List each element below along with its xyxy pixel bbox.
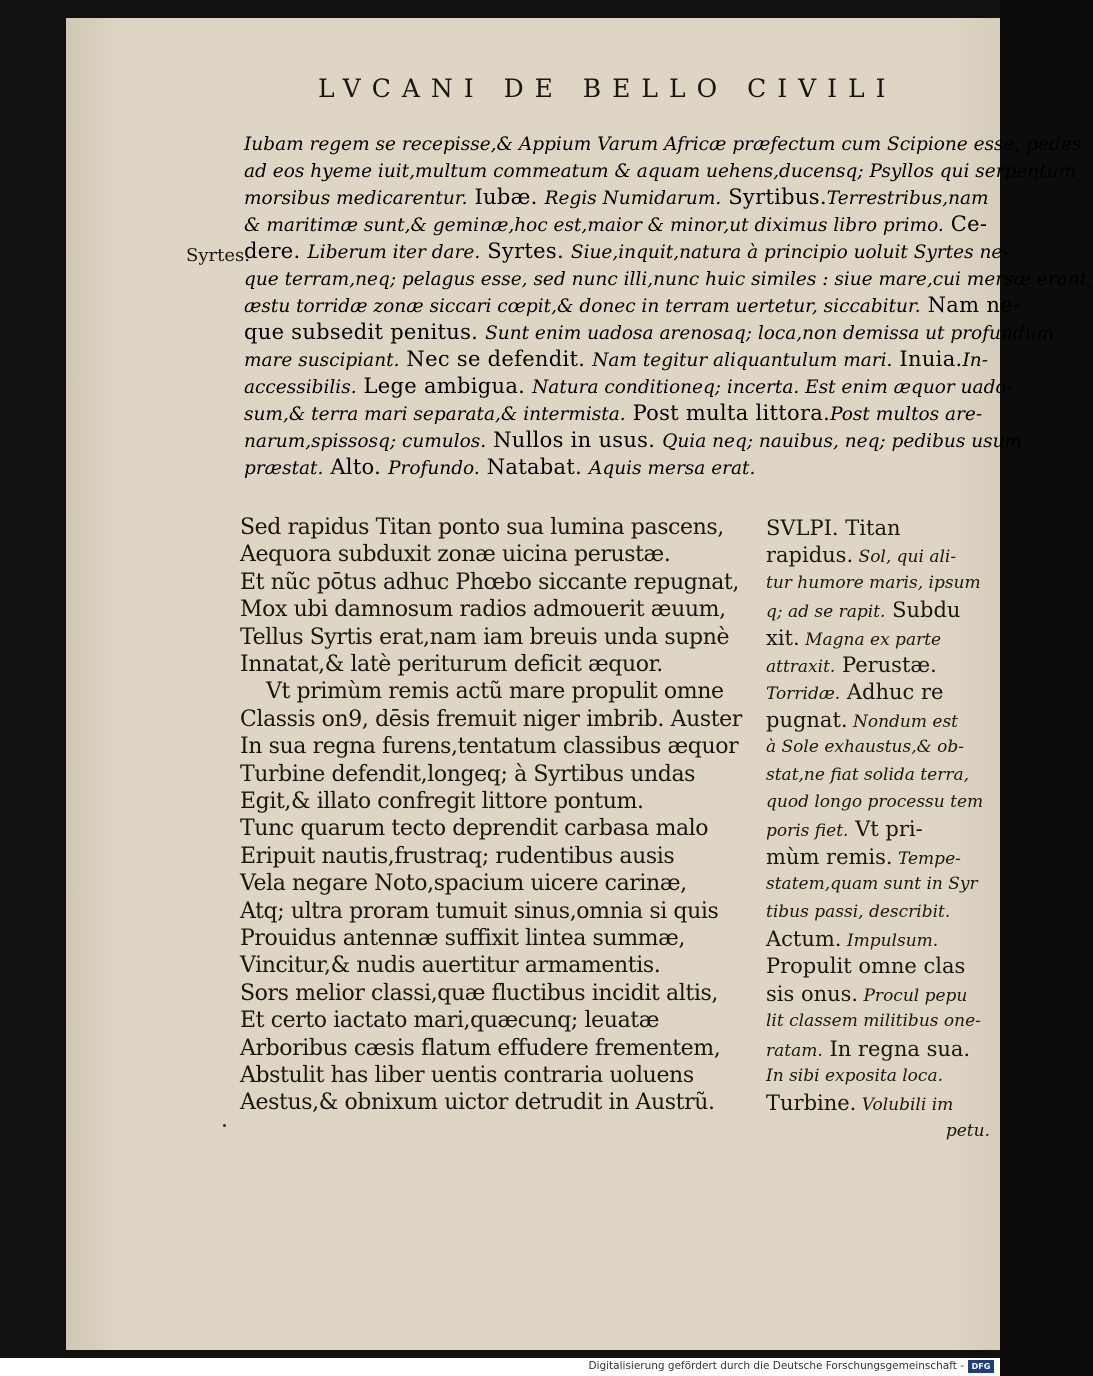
gloss-line <box>766 569 981 597</box>
gloss-segment: Adhuc re <box>840 680 944 705</box>
gloss-segment: Nondum est <box>847 711 959 732</box>
verse-line: Vela negare Noto,spacium uicere carinæ, <box>240 871 687 897</box>
commentary-segment: Alto. <box>323 455 389 479</box>
gloss-segment: Turbine. <box>766 1091 857 1116</box>
commentary-segment: sum,& terra mari separata,& intermista. <box>244 404 626 425</box>
commentary-segment: Natabat. <box>479 455 590 479</box>
commentary-segment: Quia neq; nauibus, neq; pedibus usum <box>662 431 1023 452</box>
commentary-segment: morsibus medicarentur. <box>244 188 468 209</box>
gloss-segment: rapidus. <box>766 543 854 568</box>
gloss-segment: Torridæ. <box>766 684 841 705</box>
gloss-line <box>766 952 965 980</box>
verse-line: Egit,& illato confregit littore pontum. <box>240 789 644 814</box>
commentary-segment: Aquis mersa erat. <box>589 458 756 479</box>
commentary-line <box>244 400 1044 427</box>
dfg-logo: DFG <box>968 1360 994 1373</box>
verse-line: Innatat,& latè periturum deficit æquor. <box>240 652 663 677</box>
commentary-segment: Siue,inquit,natura à principio uoluit Syrtes ne- <box>570 242 1009 263</box>
gloss-line <box>766 843 961 871</box>
commentary-segment: Iubæ. <box>467 185 545 209</box>
gloss-line <box>766 1089 953 1117</box>
gloss-segment: à Sole exhaustus,& ob- <box>766 737 965 758</box>
commentary-line <box>244 454 1044 481</box>
commentary-segment: Iubam regem se recepisse,& Appium Varum Africæ præfectum cum Scipione esse, pedes <box>244 134 1082 155</box>
commentary-line <box>244 427 1044 454</box>
commentary-line <box>244 211 1044 238</box>
gloss-line <box>766 678 943 706</box>
commentary-segment: & maritimæ sunt,& geminæ,hoc est,maior & minor,ut diximus libro primo. <box>244 215 944 236</box>
gloss-segment: poris fiet. <box>766 821 849 842</box>
gloss-segment: Vt pri- <box>848 817 923 842</box>
gloss-segment: Procul pepu <box>858 985 968 1006</box>
verse-line: Vincitur,& nudis auertitur armamentis. <box>240 953 661 979</box>
commentary-line <box>244 265 1093 292</box>
commentary-segment: Inuia. <box>892 347 963 371</box>
verse-line: Aestus,& obnixum uictor detrudit in Austrũ. <box>240 1090 715 1116</box>
verse-line: Prouidus antennæ suffixit lintea summæ, <box>240 926 685 951</box>
verse-line: Aequora subduxit zonæ uicina perustæ. <box>240 542 671 568</box>
gloss-segment: petu. <box>945 1120 990 1141</box>
verse-line: Sed rapidus Titan ponto sua lumina pascens, <box>240 515 724 540</box>
commentary-line <box>244 184 1044 211</box>
footer-credit: Digitalisierung gefördert durch die Deutsche Forschungsgemeinschaft - <box>588 1360 964 1372</box>
commentary-segment: que terram,neq; pelagus esse, sed nunc illi,nunc huic similes : siue mare,cui mersæ erant, <box>244 269 1093 290</box>
margin-note: Syrtes. <box>186 245 250 266</box>
gloss-segment: pugnat. <box>766 707 848 732</box>
commentary-line <box>244 157 1077 184</box>
gloss-segment: Volubili im <box>856 1095 954 1116</box>
verse-line: Arboribus cæsis flatum effudere frementem, <box>240 1035 721 1061</box>
gloss-line <box>766 1035 970 1063</box>
verse-line: Tellus Syrtis erat,nam iam breuis unda supnè <box>240 624 730 650</box>
verse-line: Et certo iactato mari,quæcunq; leuatæ <box>240 1008 660 1034</box>
gloss-line <box>766 870 978 898</box>
gloss-segment: q; ad se rapit. <box>766 602 886 623</box>
commentary-line <box>244 346 1044 373</box>
verse-line: Abstulit has liber uentis contraria uoluens <box>240 1063 694 1088</box>
commentary-segment: Lege ambigua. <box>356 374 533 398</box>
gloss-segment: stat,ne fiat solida terra, <box>766 764 969 785</box>
commentary-segment: que subsedit penitus. <box>244 320 486 344</box>
gloss-segment: Subdu <box>885 598 961 623</box>
gloss-segment: Impulsum. <box>841 931 939 951</box>
gloss-segment: In regna sua. <box>822 1036 971 1061</box>
commentary-segment: Sunt enim uadosa arenosaq; loca,non demissa ut profundum <box>485 323 1055 344</box>
commentary-line <box>244 373 1044 400</box>
commentary-segment: dere. <box>244 239 308 263</box>
commentary-segment: præstat. <box>244 458 324 479</box>
gloss-line <box>766 733 964 761</box>
commentary-segment: Terrestribus,nam <box>826 188 989 209</box>
commentary-segment: Post multa littora. <box>625 401 831 425</box>
gloss-line <box>766 651 937 679</box>
gloss-segment: attraxit. <box>766 657 836 677</box>
gloss-line <box>946 1117 990 1145</box>
commentary-segment: æstu torridæ zonæ siccari cœpit,& donec in terram uertetur, siccabitur. <box>244 296 921 317</box>
commentary-segment: Nam tegitur aliquantulum mari. <box>592 350 893 371</box>
gloss-line <box>766 761 969 789</box>
commentary-segment: Natura conditioneq; incerta. Est enim æquor uado- <box>532 377 1013 398</box>
commentary-segment: Nullos in usus. <box>486 428 663 452</box>
gloss-line <box>766 980 967 1008</box>
commentary-segment: In- <box>962 350 988 371</box>
verse-line: In sua regna furens,tentatum classibus æquor <box>240 734 739 760</box>
commentary-line <box>244 319 1055 346</box>
commentary-line <box>244 292 1044 319</box>
commentary-segment: narum,spissosq; cumulos. <box>244 431 487 452</box>
verse-line: Vt primùm remis actũ mare propulit omne <box>266 679 724 705</box>
commentary-segment: Ce- <box>943 212 988 236</box>
gloss-line <box>766 624 941 652</box>
gloss-segment: statem,quam sunt in Syr <box>766 874 978 895</box>
ink-speck <box>223 1124 226 1127</box>
gloss-segment: Magna ex parte <box>799 629 942 650</box>
verse-line: Sors melior classi,quæ fluctibus incidit altis, <box>240 980 718 1006</box>
gloss-line <box>766 788 983 816</box>
verse-line: Eripuit nautis,frustraq; rudentibus ausis <box>240 843 675 869</box>
running-header: LVCANI DE BELLO CIVILI <box>318 74 897 103</box>
gloss-line <box>766 514 901 542</box>
gloss-segment: Propulit omne clas <box>766 954 966 979</box>
gloss-segment: Perustæ. <box>835 653 937 677</box>
gloss-line <box>766 1062 943 1090</box>
gloss-segment: tibus passi, describit. <box>766 901 951 922</box>
gloss-segment: Tempe- <box>892 848 961 869</box>
gloss-line <box>766 898 950 926</box>
commentary-segment: accessibilis. <box>244 377 357 398</box>
gloss-line <box>766 706 958 734</box>
verse-line: Turbine defendit,longeq; à Syrtibus undas <box>240 761 696 787</box>
gloss-segment: tur humore maris, ipsum <box>766 572 981 593</box>
gloss-line <box>766 596 960 624</box>
gloss-segment: In sibi exposita loca. <box>766 1066 943 1086</box>
gloss-line <box>766 815 923 843</box>
commentary-segment: Syrtes. <box>480 239 571 263</box>
commentary-line <box>244 238 1044 265</box>
gloss-segment: sis onus. <box>766 981 859 1006</box>
commentary-segment: Liberum iter dare. <box>307 242 481 263</box>
commentary-segment: Profundo. <box>388 458 480 479</box>
commentary-segment: Post multos are- <box>830 404 983 425</box>
gloss-segment: Titan <box>838 516 901 540</box>
verse-line: Mox ubi damnosum radios admouerit æuum, <box>240 597 726 623</box>
verse-line: Classis on9, dēsis fremuit niger imbrib. Auster <box>240 706 742 732</box>
commentary-segment: Regis Numidarum. <box>544 188 722 209</box>
verse-line: Tunc quarum tecto deprendit carbasa malo <box>240 816 709 842</box>
commentary-segment: Syrtibus. <box>721 185 827 209</box>
gloss-segment: mùm remis. <box>766 844 893 869</box>
commentary-segment: Nec se defendit. <box>399 347 593 371</box>
gloss-segment: lit classem militibus one- <box>766 1011 981 1032</box>
commentary-segment: Nam ne- <box>920 293 1021 317</box>
commentary-segment: mare suscipiant. <box>244 350 400 371</box>
commentary-line <box>244 130 1082 157</box>
gloss-segment: SVLPI. <box>766 516 839 540</box>
gloss-segment: ratam. <box>766 1040 823 1061</box>
verse-line: Et nũc pōtus adhuc Phœbo siccante repugnat, <box>240 569 739 595</box>
gloss-line <box>766 925 938 953</box>
gloss-segment: xit. <box>766 625 800 650</box>
gloss-line <box>766 541 956 569</box>
gloss-line <box>766 1007 981 1035</box>
verse-line: Atq; ultra proram tumuit sinus,omnia si quis <box>240 898 719 924</box>
gloss-segment: Sol, qui ali- <box>853 547 957 568</box>
gloss-segment: Actum. <box>766 927 842 951</box>
commentary-segment: ad eos hyeme iuit,multum commeatum & aquam uehens,ducensq; Psyllos qui serpentum <box>244 161 1077 182</box>
gloss-segment: quod longo processu tem <box>766 792 984 812</box>
